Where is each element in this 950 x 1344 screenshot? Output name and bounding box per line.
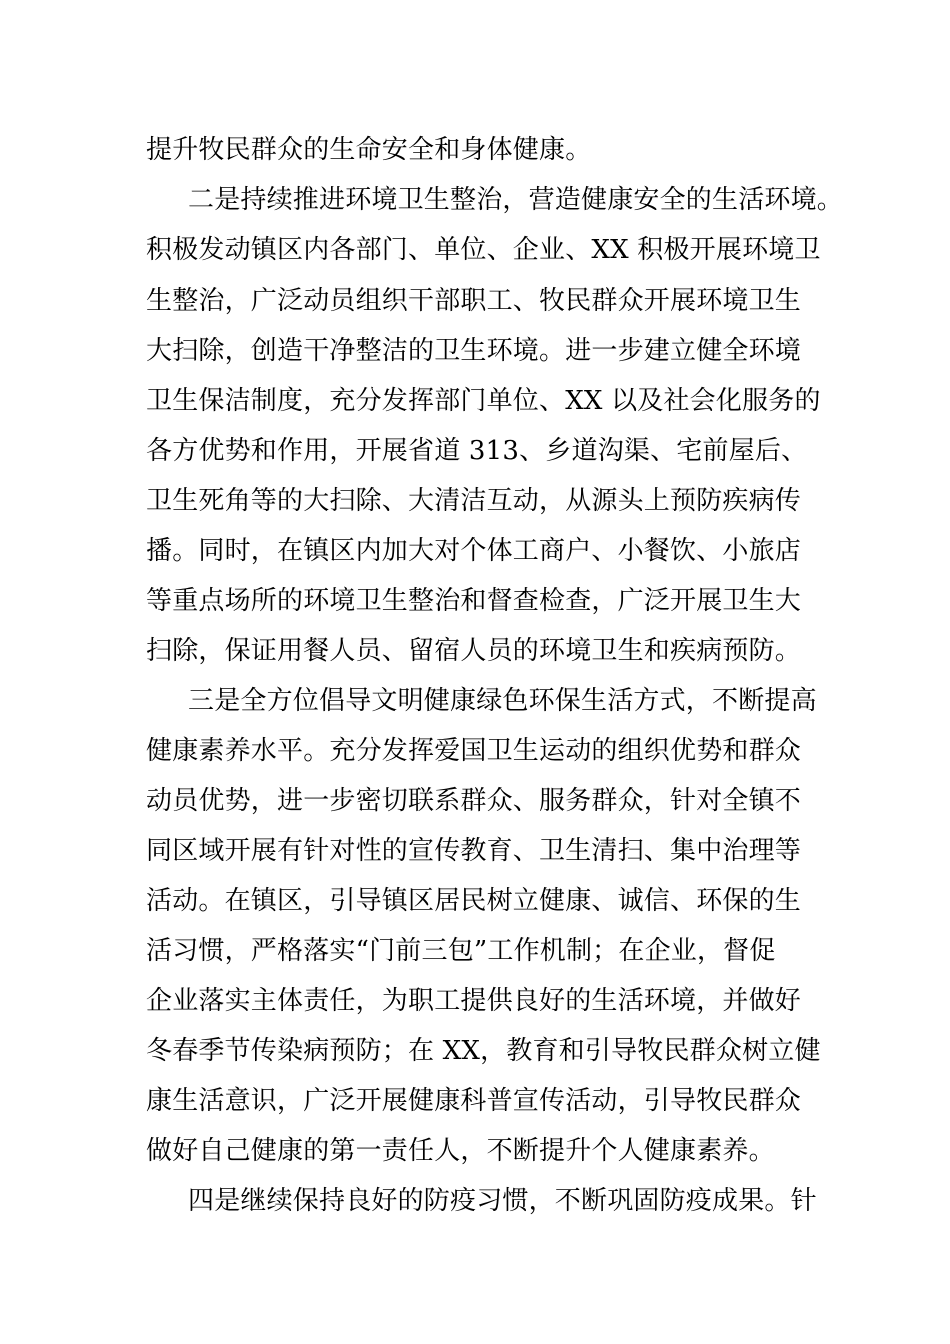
paragraph-start-line: 三是全方位倡导文明健康绿色环保生活方式，不断提高 [188, 686, 817, 716]
paragraph-start-line: 四是继续保持良好的防疫习惯，不断巩固防疫成果。针 [188, 1186, 817, 1216]
text-line: 等重点场所的环境卫生整治和督查检查，广泛开展卫生大 [146, 586, 802, 616]
text-line: 做好自己健康的第一责任人，不断提升个人健康素养。 [146, 1136, 775, 1166]
text-line: 冬春季节传染病预防；在 XX，教育和引导牧民群众树立健 [146, 1036, 821, 1066]
text-line: 扫除，保证用餐人员、留宿人员的环境卫生和疾病预防。 [146, 636, 802, 666]
text-line: 同区域开展有针对性的宣传教育、卫生清扫、集中治理等 [146, 836, 802, 866]
text-line: 卫生保洁制度，充分发挥部门单位、XX 以及社会化服务的 [146, 386, 821, 416]
text-line: 活动。在镇区，引导镇区居民树立健康、诚信、环保的生 [146, 886, 802, 916]
paragraph-start-line: 二是持续推进环境卫生整治，营造健康安全的生活环境。 [188, 185, 844, 215]
text-line: 积极发动镇区内各部门、单位、企业、XX 积极开展环境卫 [146, 235, 821, 265]
text-line: 提升牧民群众的生命安全和身体健康。 [146, 135, 592, 165]
text-line: 生整治，广泛动员组织干部职工、牧民群众开展环境卫生 [146, 286, 802, 316]
text-line: 活习惯，严格落实“门前三包”工作机制；在企业，督促 [146, 936, 776, 966]
text-line: 动员优势，进一步密切联系群众、服务群众，针对全镇不 [146, 786, 802, 816]
text-line: 康生活意识，广泛开展健康科普宣传活动，引导牧民群众 [146, 1086, 802, 1116]
text-line: 健康素养水平。充分发挥爱国卫生运动的组织优势和群众 [146, 736, 802, 766]
text-line: 大扫除，创造干净整洁的卫生环境。进一步建立健全环境 [146, 336, 802, 366]
text-line: 播。同时，在镇区内加大对个体工商户、小餐饮、小旅店 [146, 536, 802, 566]
text-line: 企业落实主体责任，为职工提供良好的生活环境，并做好 [146, 986, 802, 1016]
text-line: 卫生死角等的大扫除、大清洁互动，从源头上预防疾病传 [146, 486, 802, 516]
text-line: 各方优势和作用，开展省道 313、乡道沟渠、宅前屋后、 [146, 436, 808, 466]
